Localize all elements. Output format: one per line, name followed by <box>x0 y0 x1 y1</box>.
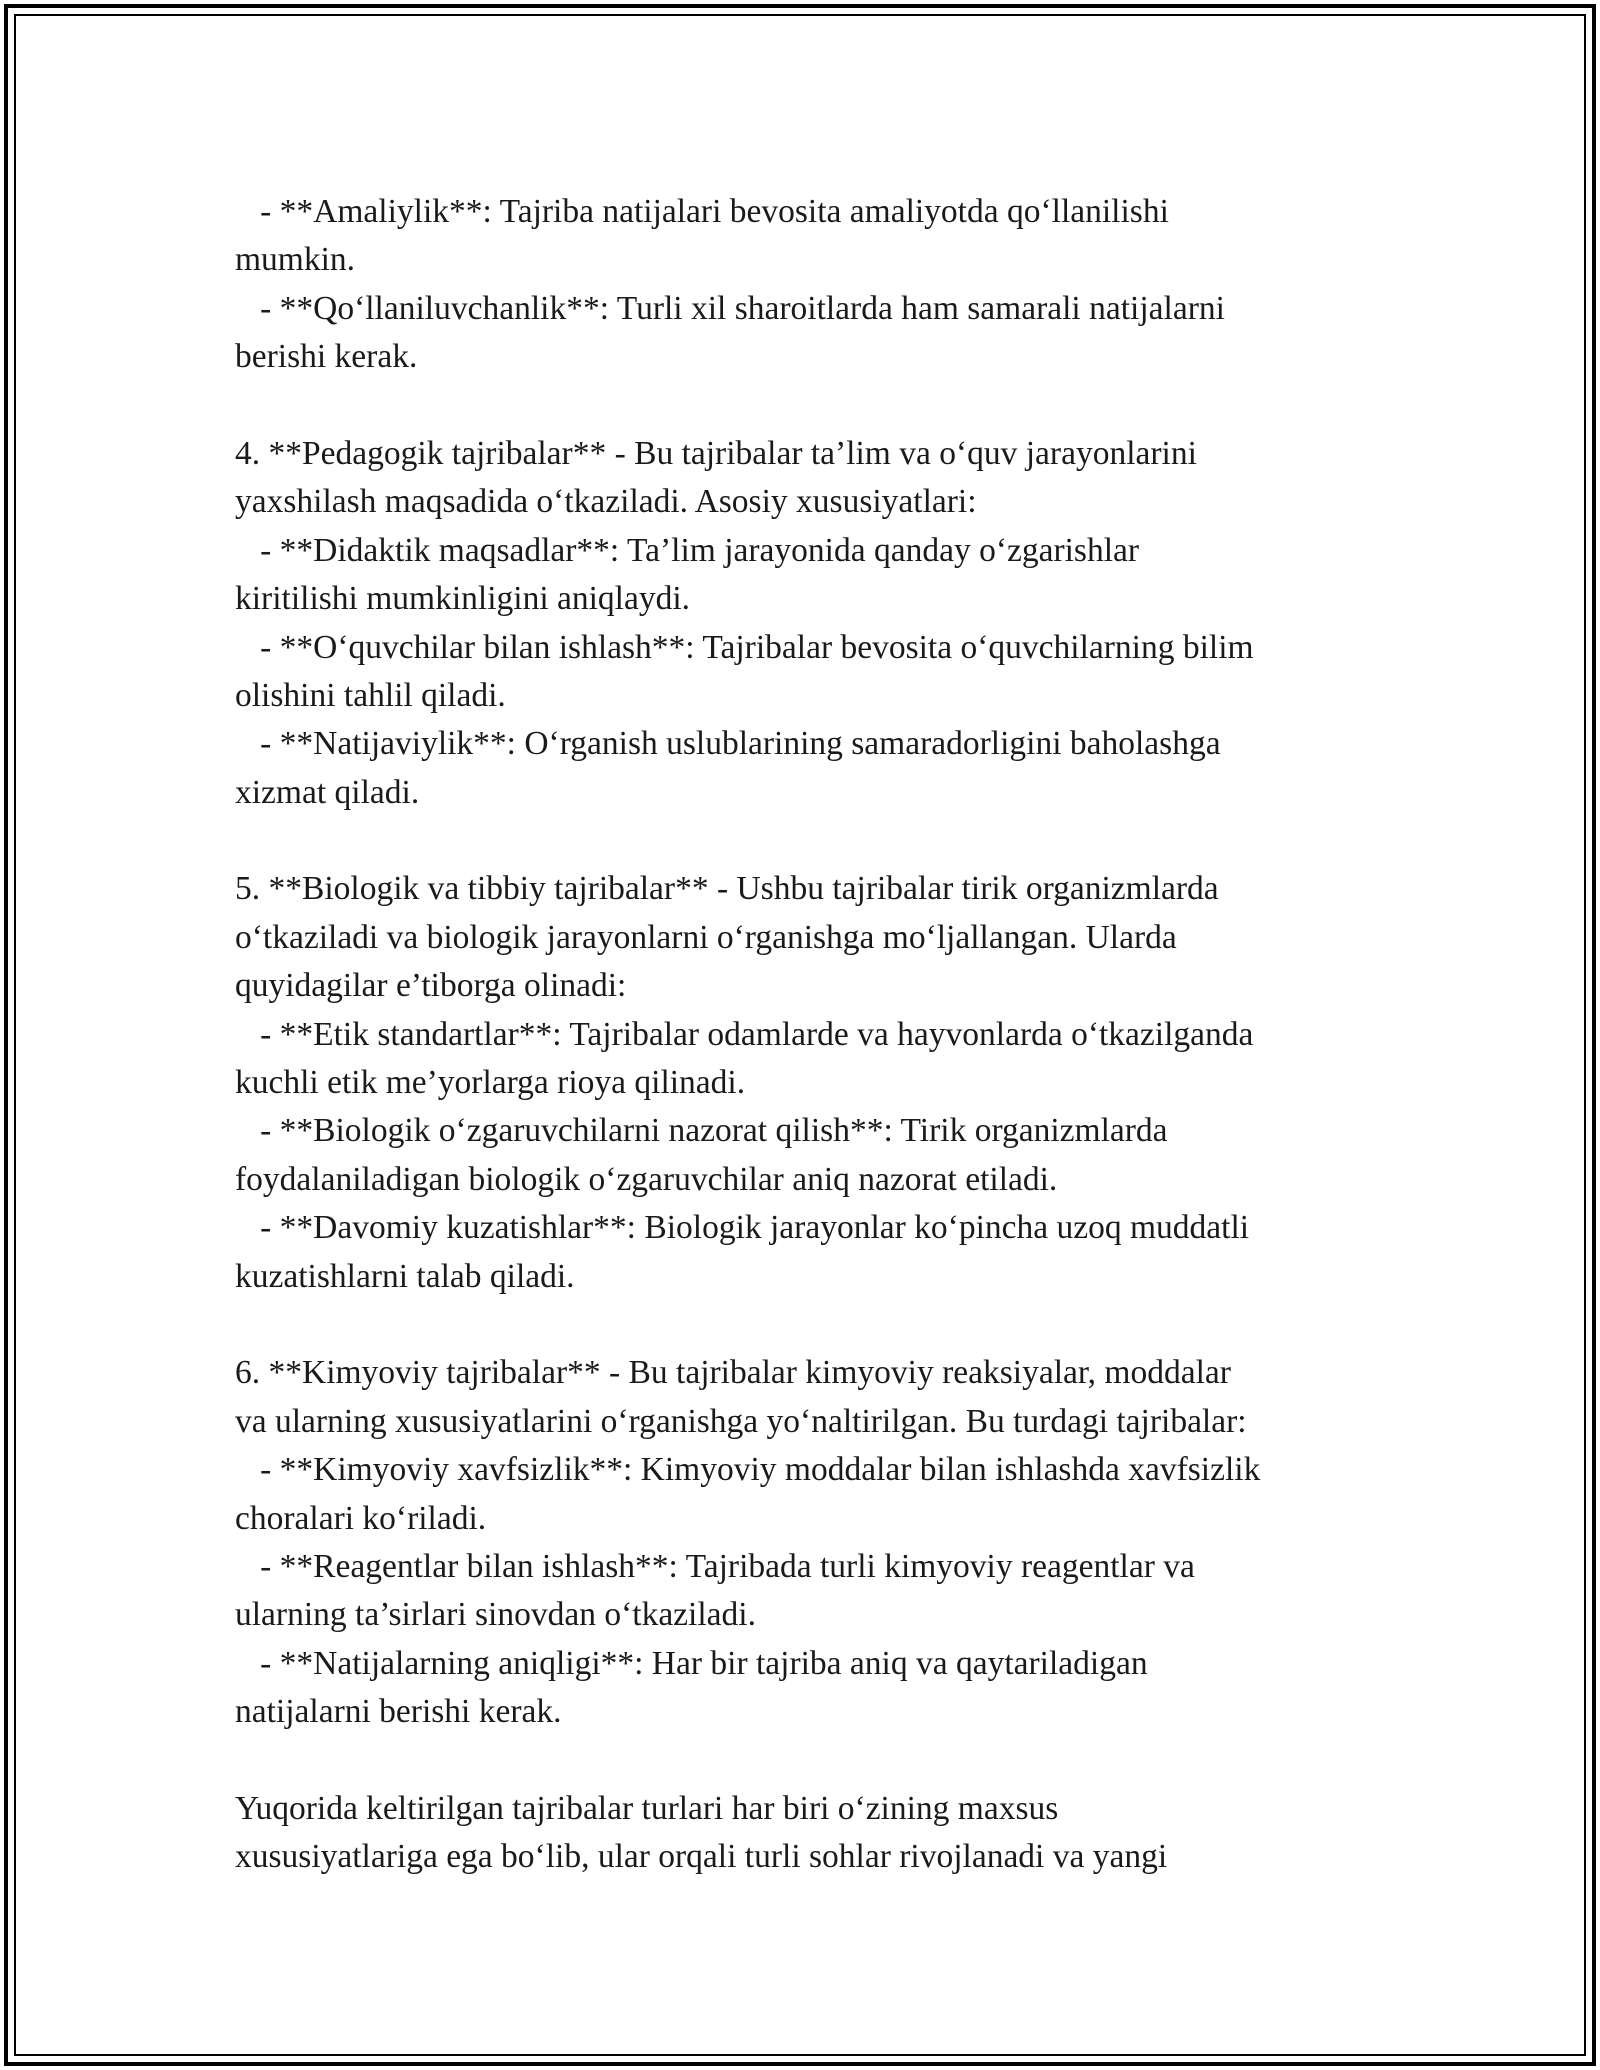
paragraph-gap <box>235 382 1385 430</box>
text-line: - **Davomiy kuzatishlar**: Biologik jarayonlar ko‘pincha uzoq muddatli <box>235 1209 1250 1247</box>
text-line: - **Didaktik maqsadlar**: Ta’lim jarayonida qanday o‘zgarishlar <box>235 531 1140 569</box>
text-line: - **Natijalarning aniqligi**: Har bir tajriba aniq va qaytariladigan <box>235 1644 1148 1682</box>
text-line: xizmat qiladi. <box>235 773 420 811</box>
text-line: choralari ko‘riladi. <box>235 1499 487 1537</box>
text-line: 6. **Kimyoviy tajribalar** - Bu tajribalar kimyoviy reaksiyalar, moddalar <box>235 1354 1231 1392</box>
text-line: - **Qo‘llaniluvchanlik**: Turli xil sharoitlarda ham samarali natijalarni <box>235 289 1225 327</box>
text-line: o‘tkaziladi va biologik jarayonlarni o‘rganishga mo‘ljallangan. Ularda <box>235 918 1177 956</box>
paragraph-gap <box>235 817 1385 865</box>
text-line: natijalarni berishi kerak. <box>235 1693 562 1731</box>
paragraph-gap <box>235 1301 1385 1349</box>
text-line: va ularning xususiyatlarini o‘rganishga yo‘naltirilgan. Bu turdagi tajribalar: <box>235 1402 1247 1440</box>
text-line: kuchli etik me’yorlarga rioya qilinadi. <box>235 1064 746 1102</box>
text-line: kuzatishlarni talab qiladi. <box>235 1257 575 1295</box>
document-body <box>235 188 1385 1882</box>
paragraph-gap <box>235 1737 1385 1785</box>
text-line: - **Amaliylik**: Tajriba natijalari bevosita amaliyotda qo‘llanilishi <box>235 193 1169 230</box>
text-line: ularning ta’sirlari sinovdan o‘tkaziladi. <box>235 1596 756 1634</box>
text-line: kiritilishi mumkinligini aniqlaydi. <box>235 580 691 618</box>
text-line: berishi kerak. <box>235 338 418 376</box>
text-line: - **Biologik o‘zgaruvchilarni nazorat qilish**: Tirik organizmlarda <box>235 1112 1168 1150</box>
text-line: mumkin. <box>235 241 356 279</box>
text-line: 4. **Pedagogik tajribalar** - Bu tajribalar ta’lim va o‘quv jarayonlarini <box>235 434 1197 472</box>
text-line: - **Reagentlar bilan ishlash**: Tajribada turli kimyoviy reagentlar va <box>235 1547 1195 1585</box>
text-line: quyidagilar e’tiborga olinadi: <box>235 967 627 1005</box>
text-line: - **Natijaviylik**: O‘rganish uslublarining samaradorligini baholashga <box>235 725 1221 763</box>
text-line: - **O‘quvchilar bilan ishlash**: Tajribalar bevosita o‘quvchilarning bilim <box>235 628 1254 666</box>
text-line: 5. **Biologik va tibbiy tajribalar** - Ushbu tajribalar tirik organizmlarda <box>235 870 1219 908</box>
text-line: yaxshilash maqsadida o‘tkaziladi. Asosiy xususiyatlari: <box>235 483 977 521</box>
text-line: Yuqorida keltirilgan tajribalar turlari har biri o‘zining maxsus <box>235 1789 1059 1827</box>
text-line: xususiyatlariga ega bo‘lib, ular orqali turli sohlar rivojlanadi va yangi <box>235 1838 1168 1876</box>
text-line: foydalaniladigan biologik o‘zgaruvchilar aniq nazorat etiladi. <box>235 1160 1058 1198</box>
text-line: - **Etik standartlar**: Tajribalar odamlarde va hayvonlarda o‘tkazilganda <box>235 1015 1254 1053</box>
text-line: olishini tahlil qiladi. <box>235 676 506 714</box>
text-line: - **Kimyoviy xavfsizlik**: Kimyoviy moddalar bilan ishlashda xavfsizlik <box>235 1451 1261 1489</box>
